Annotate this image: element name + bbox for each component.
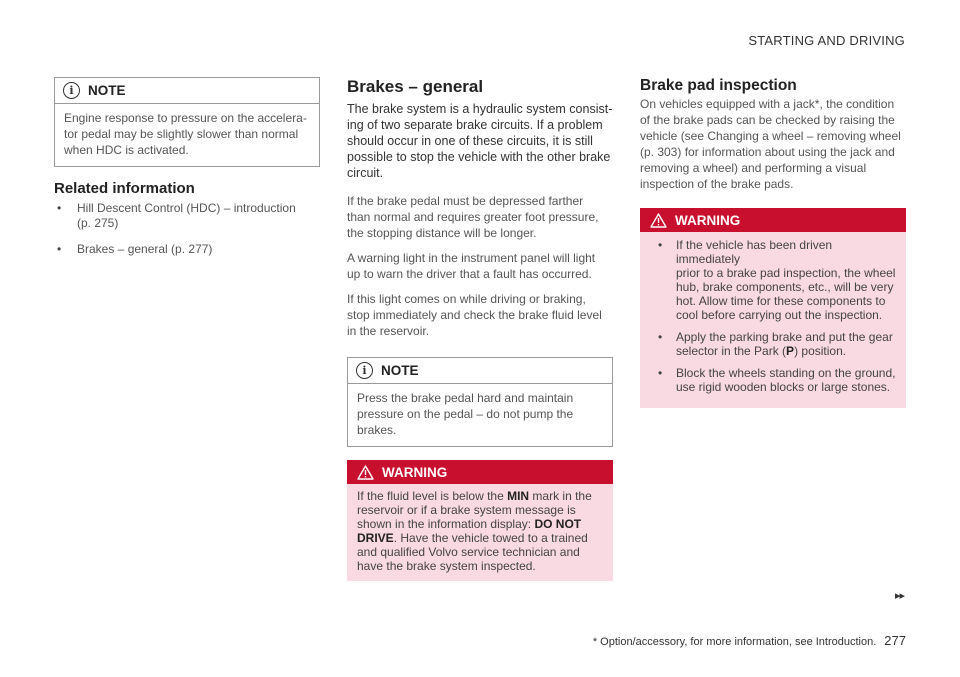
- paragraph: A warning light in the instrument panel will light up to warn the driver that a fault has occurred.: [347, 251, 596, 281]
- page-footer: [593, 633, 906, 648]
- warning-text: [347, 484, 613, 581]
- related-information-list: [54, 201, 320, 257]
- warning-text-part: Apply the parking brake and put the gear selector in the Park (: [676, 330, 893, 358]
- warning-list-item: • If the vehicle has been driven immediately prior to a brake pad inspection, the wheel hub, brake components, etc., will be very hot. Allow time for these components to cool before carrying out the inspection.: [650, 238, 896, 322]
- warning-text-part: mark in the reservoir or if a brake system message is shown in the information display:: [357, 489, 592, 531]
- note-header: [348, 358, 612, 384]
- note-text: Engine response to pressure on the accelera- tor pedal may be slightly slower than normal when HDC is activated.: [64, 111, 307, 157]
- warning-title: WARNING: [382, 464, 448, 480]
- column-middle: [347, 77, 613, 581]
- page-number: 277: [884, 633, 906, 648]
- warning-triangle-icon: [650, 213, 667, 228]
- next-page-arrow-icon[interactable]: ▸▸: [894, 590, 904, 602]
- warning-list-item: • Block the wheels standing on the ground, use rigid wooden blocks or large stones.: [650, 366, 896, 394]
- warning-text-part: If the fluid level is below the: [357, 489, 508, 503]
- note-title: NOTE: [88, 83, 126, 98]
- section-header: STARTING AND DRIVING: [748, 33, 905, 48]
- footnote: * Option/accessory, for more information, see Introduction.: [592, 636, 877, 648]
- warning-text-part: ) position.: [794, 344, 847, 358]
- warning-text-part: . Have the vehicle towed to a trained and qualified Volvo service technician and have the brake system inspected.: [357, 531, 588, 573]
- note-box-brake-pedal: [347, 357, 613, 447]
- brakes-general-lead: The brake system is a hydraulic system consist- ing of two separate brake circuits. If a problem should occur in one of these circuits, it is still possible to stop the vehicle with the other brake circuit.: [347, 102, 613, 180]
- warning-list-item: [650, 330, 896, 358]
- related-information-title: Related information: [54, 180, 195, 197]
- note-header: [55, 78, 319, 104]
- note-box-hdc: [54, 77, 320, 167]
- warning-triangle-icon: [357, 465, 374, 480]
- warning-box-brake-fluid: [347, 460, 613, 581]
- warning-text-bold: MIN: [507, 489, 530, 503]
- column-left: [54, 77, 320, 268]
- paragraph: If this light comes on while driving or braking, stop immediately and check the brake fluid level in the reservoir.: [347, 292, 602, 338]
- warning-header: [640, 208, 906, 232]
- warning-list: [650, 238, 896, 394]
- warning-header: [347, 460, 613, 484]
- note-text: Press the brake pedal hard and maintain pressure on the pedal – do not pump the brakes.: [357, 391, 574, 437]
- info-icon: i: [356, 362, 373, 379]
- warning-box-brake-pads: [640, 208, 906, 408]
- brakes-general-title: Brakes – general: [347, 77, 484, 96]
- info-icon: i: [63, 82, 80, 99]
- related-link-brakes[interactable]: • Brakes – general (p. 277): [54, 242, 320, 257]
- column-right: [640, 77, 906, 408]
- warning-title: WARNING: [675, 212, 741, 228]
- warning-body: [640, 232, 906, 408]
- paragraph: If the brake pedal must be depressed farther than normal and requires greater foot pressure, the stopping distance will be longer.: [347, 194, 599, 240]
- related-link-hdc[interactable]: • Hill Descent Control (HDC) – introduction (p. 275): [54, 201, 320, 231]
- brake-pad-inspection-text: On vehicles equipped with a jack*, the condition of the brake pads can be checked by raising the vehicle (see Changing a wheel – removing wheel (p. 303) for information about using the jack and removing a wheel) and performing a visual inspection of the brake pads.: [640, 97, 901, 191]
- brake-pad-inspection-title: Brake pad inspection: [640, 77, 797, 94]
- note-title: NOTE: [381, 363, 419, 378]
- warning-text-bold: P: [786, 344, 795, 358]
- warning-text-bold: DO NOT DRIVE: [357, 517, 582, 545]
